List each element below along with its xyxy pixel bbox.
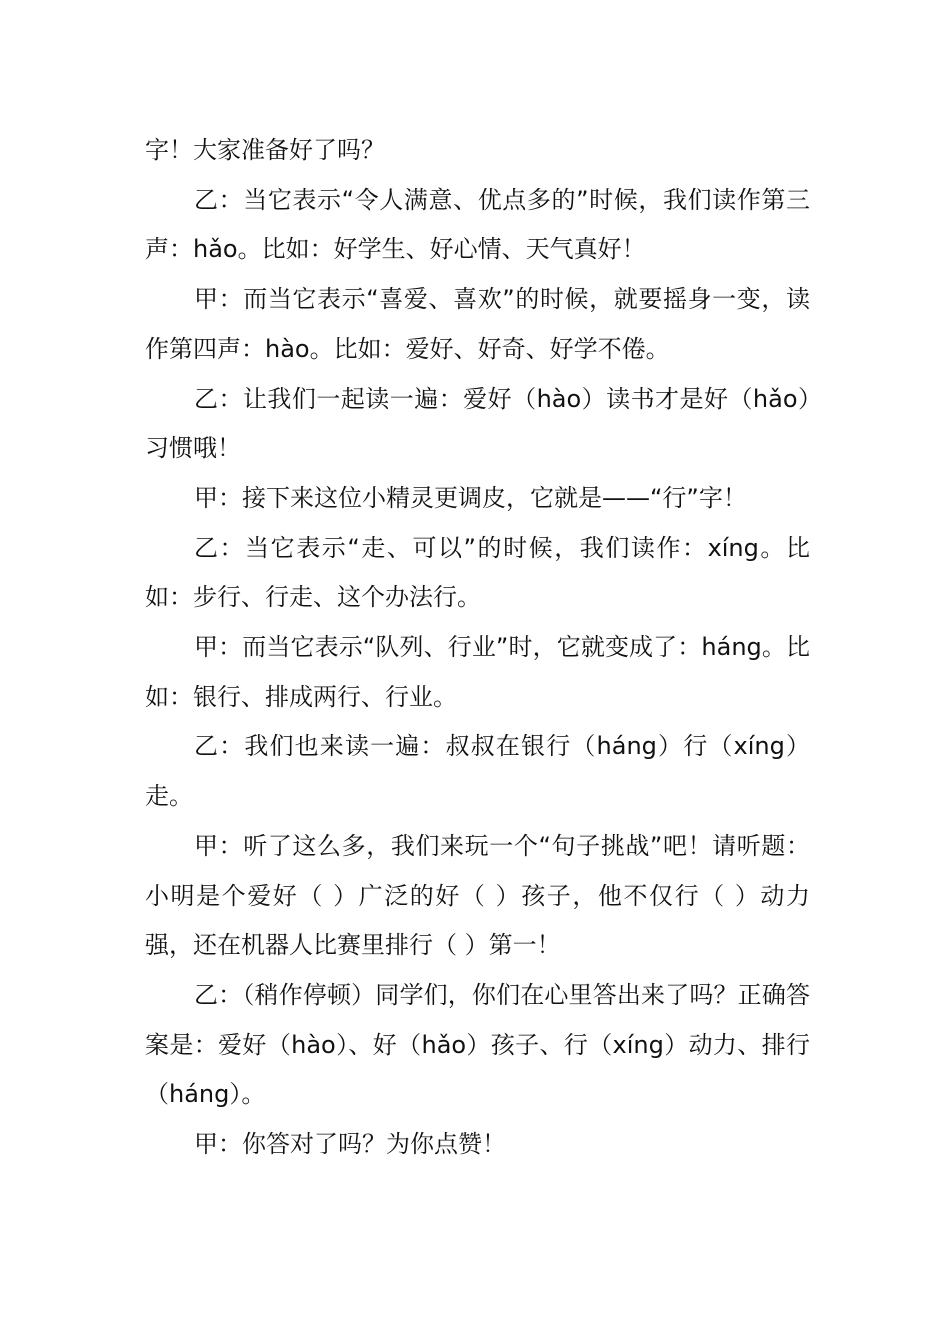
paragraph-continuation: 字！大家准备好了吗？ <box>145 136 385 164</box>
document-body <box>145 126 810 1170</box>
paragraph-yi-xing-reading: 乙：当它表示“走、可以”的时候，我们读作：xíng。比如：步行、行走、这个办法行。 <box>145 533 810 612</box>
paragraph-yi-read-together-xing: 乙：我们也来读一遍：叔叔在银行（háng）行（xíng）走。 <box>145 732 810 811</box>
paragraph-jia-closing: 甲：你答对了吗？为你点赞！ <box>194 1130 506 1159</box>
paragraph-jia-introduce-xing: 甲：接下来这位小精灵更调皮，它就是——“行”字！ <box>194 483 747 512</box>
paragraph-yi-answers: 乙：（稍作停顿）同学们，你们在心里答出来了吗？正确答案是：爱好（hào）、好（hǎo）孩子、行（xíng）动力、排行（háng）。 <box>145 980 810 1109</box>
paragraph-yi-hao-third-tone: 乙：当它表示“令人满意、优点多的”时候，我们读作第三声：hǎo。比如：好学生、好心情、天气真好！ <box>145 185 810 264</box>
paragraph-jia-hang-reading: 甲：而当它表示“队列、行业”时，它就变成了：háng。比如：银行、排成两行、行业。 <box>145 633 810 711</box>
paragraph-jia-hao-fourth-tone: 甲：而当它表示“喜爱、喜欢”的时候，就要摇身一变，读作第四声：hào。比如：爱好、好奇、好学不倦。 <box>145 285 810 363</box>
paragraph-jia-sentence-challenge: 甲：听了这么多，我们来玩一个“句子挑战”吧！请听题：小明是个爱好（ ）广泛的好（ ）孩子，他不仅行（ ）动力强，还在机器人比赛里排行（ ）第一！ <box>145 831 810 960</box>
paragraph-yi-read-together-hao: 乙：让我们一起读一遍：爱好（hào）读书才是好（hǎo）习惯哦！ <box>145 384 810 463</box>
